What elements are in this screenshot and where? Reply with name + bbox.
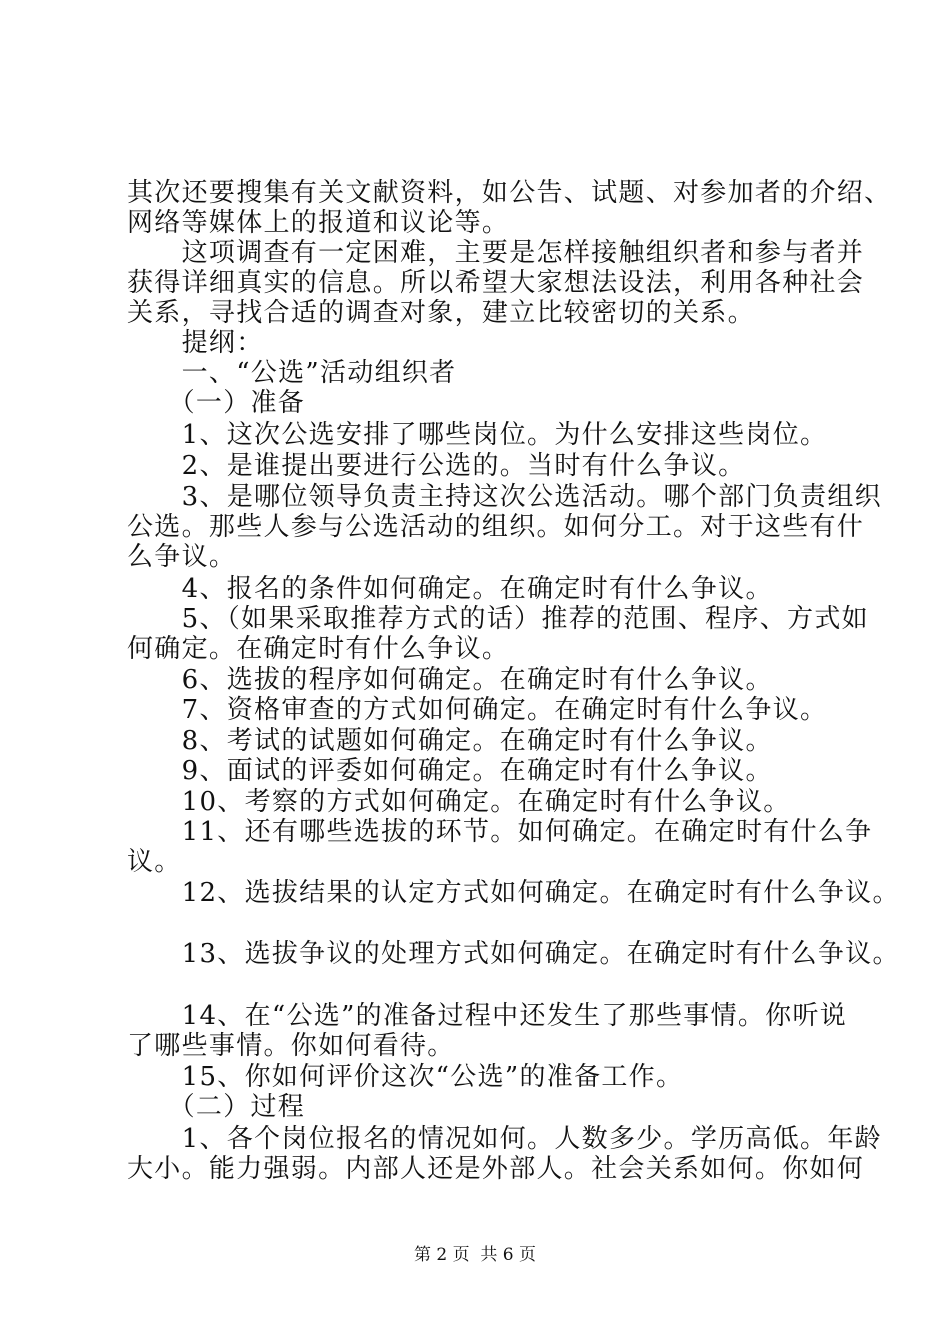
text-line: 何确定。在确定时有什么争议。: [127, 634, 510, 664]
section-heading: 一、“公选”活动组织者: [127, 358, 457, 388]
subsection-heading: （一）准备: [127, 388, 306, 418]
text-line: 议。: [127, 847, 182, 877]
text-line: 其次还要搜集有关文献资料，如公告、试题、对参加者的介绍、: [127, 178, 892, 208]
text-line: 9、面试的评委如何确定。在确定时有什么争议。: [127, 756, 773, 786]
text-line: 公选。那些人参与公选活动的组织。如何分工。对于这些有什: [127, 512, 865, 542]
text-line: 4、报名的条件如何确定。在确定时有什么争议。: [127, 574, 773, 604]
text-line: 大小。能力强弱。内部人还是外部人。社会关系如何。你如何: [127, 1154, 865, 1184]
text-line: 获得详细真实的信息。所以希望大家想法设法，利用各种社会: [127, 268, 865, 298]
text-line: 8、考试的试题如何确定。在确定时有什么争议。: [127, 726, 773, 756]
text-line: 提纲：: [127, 328, 264, 358]
text-line: 7、资格审查的方式如何确定。在确定时有什么争议。: [127, 695, 828, 725]
page-number-footer: 第 2 页 共 6 页: [413, 1245, 537, 1265]
text-line: 5、（如果采取推荐方式的话）推荐的范围、程序、方式如: [127, 604, 869, 634]
text-line: 这项调查有一定困难，主要是怎样接触组织者和参与者并: [127, 238, 865, 268]
text-line: 1、这次公选安排了哪些岗位。为什么安排这些岗位。: [127, 420, 828, 450]
text-line: 12、选拔结果的认定方式如何确定。在确定时有什么争议。: [127, 878, 900, 908]
text-line: 6、选拔的程序如何确定。在确定时有什么争议。: [127, 665, 773, 695]
text-line: 关系，寻找合适的调查对象，建立比较密切的关系。: [127, 298, 755, 328]
text-line: 14、在“公选”的准备过程中还发生了那些事情。你听说: [127, 1001, 848, 1031]
text-line: 10、考察的方式如何确定。在确定时有什么争议。: [127, 787, 791, 817]
text-line: 11、还有哪些选拔的环节。如何确定。在确定时有什么争: [127, 817, 873, 847]
text-line: 13、选拔争议的处理方式如何确定。在确定时有什么争议。: [127, 939, 900, 969]
text-line: 了哪些事情。你如何看待。: [127, 1031, 455, 1061]
text-line: 2、是谁提出要进行公选的。当时有什么争议。: [127, 451, 746, 481]
text-line: 3、是哪位领导负责主持这次公选活动。哪个部门负责组织: [127, 482, 882, 512]
text-line: 么争议。: [127, 542, 237, 572]
text-line: 网络等媒体上的报道和议论等。: [127, 208, 510, 238]
text-line: 15、你如何评价这次“公选”的准备工作。: [127, 1062, 684, 1092]
subsection-heading: （二）过程: [127, 1092, 306, 1122]
text-line: 1、各个岗位报名的情况如何。人数多少。学历高低。年龄: [127, 1124, 882, 1154]
